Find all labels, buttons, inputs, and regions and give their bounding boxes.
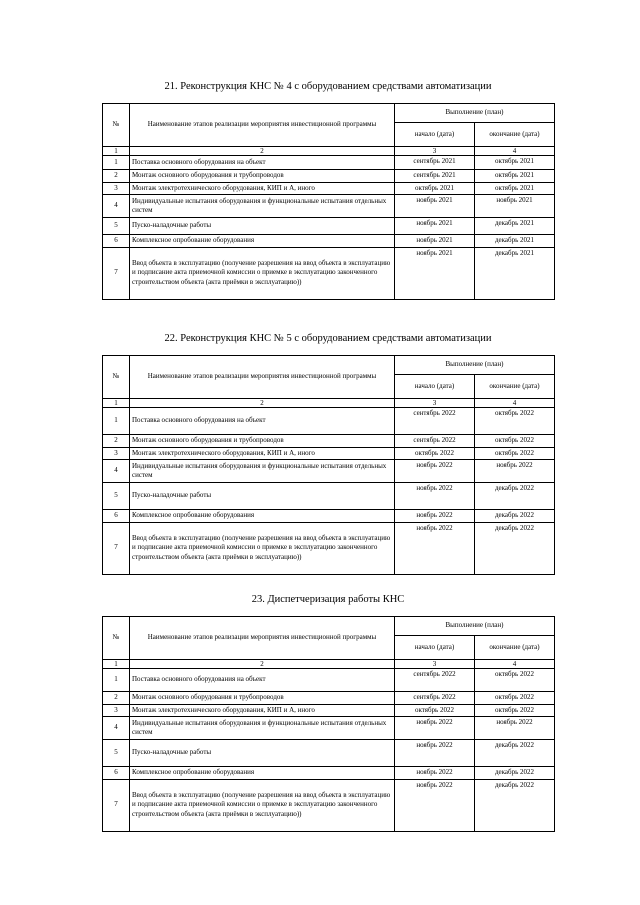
column-number: 4	[475, 147, 555, 156]
start-date: ноябрь 2022	[395, 740, 475, 767]
start-date: октябрь 2022	[395, 704, 475, 717]
row-number: 1	[103, 156, 130, 170]
header-start: начало (дата)	[395, 123, 475, 147]
start-date: ноябрь 2022	[395, 460, 475, 483]
start-date: сентябрь 2022	[395, 435, 475, 448]
row-number: 2	[103, 692, 130, 705]
stage-name: Пуско-наладочные работы	[130, 740, 395, 767]
row-number: 3	[103, 704, 130, 717]
header-exec: Выполнение (план)	[395, 617, 555, 636]
row-number: 6	[103, 767, 130, 780]
row-number: 1	[103, 408, 130, 435]
column-number: 3	[395, 660, 475, 669]
end-date: декабрь 2022	[475, 522, 555, 574]
table-row	[103, 779, 555, 831]
column-number-row	[103, 660, 555, 669]
start-date: ноябрь 2022	[395, 717, 475, 740]
table-row	[103, 522, 555, 574]
table-row	[103, 182, 555, 195]
end-date: декабрь 2022	[475, 779, 555, 831]
end-date: октябрь 2022	[475, 704, 555, 717]
column-number: 1	[103, 399, 130, 408]
header-name: Наименование этапов реализации мероприятия инвестиционной программы	[130, 356, 395, 399]
table-row	[103, 460, 555, 483]
row-number: 3	[103, 182, 130, 195]
stage-name: Комплексное опробование оборудования	[130, 510, 395, 523]
end-date: декабрь 2021	[475, 247, 555, 299]
start-date: октябрь 2022	[395, 447, 475, 460]
end-date: октябрь 2022	[475, 669, 555, 692]
column-number: 4	[475, 660, 555, 669]
start-date: ноябрь 2022	[395, 483, 475, 510]
row-number: 6	[103, 235, 130, 248]
table-row	[103, 510, 555, 523]
column-number: 1	[103, 147, 130, 156]
table-row	[103, 767, 555, 780]
start-date: ноябрь 2021	[395, 218, 475, 235]
row-number: 2	[103, 435, 130, 448]
end-date: декабрь 2021	[475, 218, 555, 235]
start-date: ноябрь 2022	[395, 522, 475, 574]
table-row	[103, 170, 555, 183]
row-number: 6	[103, 510, 130, 523]
end-date: октябрь 2021	[475, 182, 555, 195]
end-date: октябрь 2021	[475, 156, 555, 170]
schedule-table-body	[103, 356, 555, 575]
start-date: сентябрь 2022	[395, 408, 475, 435]
start-date: ноябрь 2021	[395, 195, 475, 218]
end-date: октябрь 2022	[475, 447, 555, 460]
start-date: ноябрь 2022	[395, 510, 475, 523]
end-date: декабрь 2022	[475, 510, 555, 523]
column-number: 2	[130, 660, 395, 669]
row-number: 7	[103, 247, 130, 299]
row-number: 2	[103, 170, 130, 183]
stage-name: Монтаж основного оборудования и трубопроводов	[130, 692, 395, 705]
schedule-table-body	[103, 104, 555, 300]
table-row	[103, 408, 555, 435]
header-num: №	[103, 356, 130, 399]
column-number: 4	[475, 399, 555, 408]
table-row	[103, 156, 555, 170]
table-row	[103, 247, 555, 299]
stage-name: Монтаж основного оборудования и трубопроводов	[130, 435, 395, 448]
schedule-table	[102, 103, 555, 300]
section	[102, 332, 554, 575]
schedule-table	[102, 355, 555, 575]
end-date: декабрь 2021	[475, 235, 555, 248]
header-start: начало (дата)	[395, 375, 475, 399]
section-title: 21. Реконструкция КНС № 4 с оборудованием средствами автоматизации	[164, 81, 492, 92]
header-row	[103, 617, 555, 636]
section-title: 22. Реконструкция КНС № 5 с оборудованием средствами автоматизации	[164, 333, 492, 344]
end-date: октябрь 2021	[475, 170, 555, 183]
table-row	[103, 235, 555, 248]
table-row	[103, 717, 555, 740]
end-date: октябрь 2022	[475, 435, 555, 448]
start-date: ноябрь 2021	[395, 235, 475, 248]
row-number: 5	[103, 218, 130, 235]
table-row	[103, 692, 555, 705]
stage-name: Ввод объекта в эксплуатацию (получение разрешения на ввод объекта в эксплуатацию и подписание акта приемочной комиссии о приемке в эксплуатацию законченного строительством объекта (акта приёмки в эксплуатацию))	[130, 779, 395, 831]
end-date: ноябрь 2022	[475, 717, 555, 740]
stage-name: Комплексное опробование оборудования	[130, 767, 395, 780]
stage-name: Монтаж электротехнического оборудования, КИП и А, иного	[130, 182, 395, 195]
start-date: ноябрь 2021	[395, 247, 475, 299]
stage-name: Поставка основного оборудования на объект	[130, 669, 395, 692]
row-number: 3	[103, 447, 130, 460]
stage-name: Поставка основного оборудования на объект	[130, 408, 395, 435]
table-row	[103, 704, 555, 717]
start-date: ноябрь 2022	[395, 779, 475, 831]
column-number: 3	[395, 399, 475, 408]
start-date: сентябрь 2021	[395, 170, 475, 183]
table-row	[103, 447, 555, 460]
end-date: декабрь 2022	[475, 483, 555, 510]
row-number: 5	[103, 483, 130, 510]
section	[102, 80, 554, 300]
table-row	[103, 218, 555, 235]
column-number: 2	[130, 399, 395, 408]
row-number: 5	[103, 740, 130, 767]
header-exec: Выполнение (план)	[395, 104, 555, 123]
end-date: ноябрь 2022	[475, 460, 555, 483]
stage-name: Пуско-наладочные работы	[130, 483, 395, 510]
header-num: №	[103, 104, 130, 147]
row-number: 7	[103, 522, 130, 574]
header-name: Наименование этапов реализации мероприятия инвестиционной программы	[130, 104, 395, 147]
stage-name: Пуско-наладочные работы	[130, 218, 395, 235]
section	[102, 593, 554, 832]
header-end: окончание (дата)	[475, 636, 555, 660]
stage-name: Индивидуальные испытания оборудования и функциональные испытания отдельных систем	[130, 195, 395, 218]
header-num: №	[103, 617, 130, 660]
stage-name: Индивидуальные испытания оборудования и функциональные испытания отдельных систем	[130, 460, 395, 483]
start-date: сентябрь 2022	[395, 692, 475, 705]
row-number: 4	[103, 195, 130, 218]
table-row	[103, 435, 555, 448]
header-name: Наименование этапов реализации мероприятия инвестиционной программы	[130, 617, 395, 660]
header-row	[103, 356, 555, 375]
start-date: ноябрь 2022	[395, 767, 475, 780]
column-number-row	[103, 399, 555, 408]
stage-name: Монтаж электротехнического оборудования, КИП и А, иного	[130, 447, 395, 460]
row-number: 4	[103, 717, 130, 740]
end-date: ноябрь 2021	[475, 195, 555, 218]
stage-name: Поставка основного оборудования на объект	[130, 156, 395, 170]
stage-name: Индивидуальные испытания оборудования и функциональные испытания отдельных систем	[130, 717, 395, 740]
row-number: 1	[103, 669, 130, 692]
schedule-table-body	[103, 617, 555, 832]
column-number: 3	[395, 147, 475, 156]
table-row	[103, 669, 555, 692]
schedule-table	[102, 616, 555, 832]
stage-name: Монтаж основного оборудования и трубопроводов	[130, 170, 395, 183]
stage-name: Комплексное опробование оборудования	[130, 235, 395, 248]
stage-name: Монтаж электротехнического оборудования, КИП и А, иного	[130, 704, 395, 717]
end-date: декабрь 2022	[475, 767, 555, 780]
start-date: сентябрь 2022	[395, 669, 475, 692]
start-date: октябрь 2021	[395, 182, 475, 195]
table-row	[103, 740, 555, 767]
header-start: начало (дата)	[395, 636, 475, 660]
row-number: 4	[103, 460, 130, 483]
column-number: 2	[130, 147, 395, 156]
column-number-row	[103, 147, 555, 156]
header-end: окончание (дата)	[475, 123, 555, 147]
table-row	[103, 195, 555, 218]
stage-name: Ввод объекта в эксплуатацию (получение разрешения на ввод объекта в эксплуатацию и подписание акта приемочной комиссии о приемке в эксплуатацию законченного строительством объекта (акта приёмки в эксплуатацию))	[130, 522, 395, 574]
end-date: декабрь 2022	[475, 740, 555, 767]
header-exec: Выполнение (план)	[395, 356, 555, 375]
table-row	[103, 483, 555, 510]
end-date: октябрь 2022	[475, 408, 555, 435]
section-title: 23. Диспетчеризация работы КНС	[251, 594, 405, 605]
header-end: окончание (дата)	[475, 375, 555, 399]
column-number: 1	[103, 660, 130, 669]
stage-name: Ввод объекта в эксплуатацию (получение разрешения на ввод объекта в эксплуатацию и подписание акта приемочной комиссии о приемке в эксплуатацию законченного строительством объекта (акта приёмки в эксплуатацию))	[130, 247, 395, 299]
start-date: сентябрь 2021	[395, 156, 475, 170]
end-date: октябрь 2022	[475, 692, 555, 705]
row-number: 7	[103, 779, 130, 831]
header-row	[103, 104, 555, 123]
